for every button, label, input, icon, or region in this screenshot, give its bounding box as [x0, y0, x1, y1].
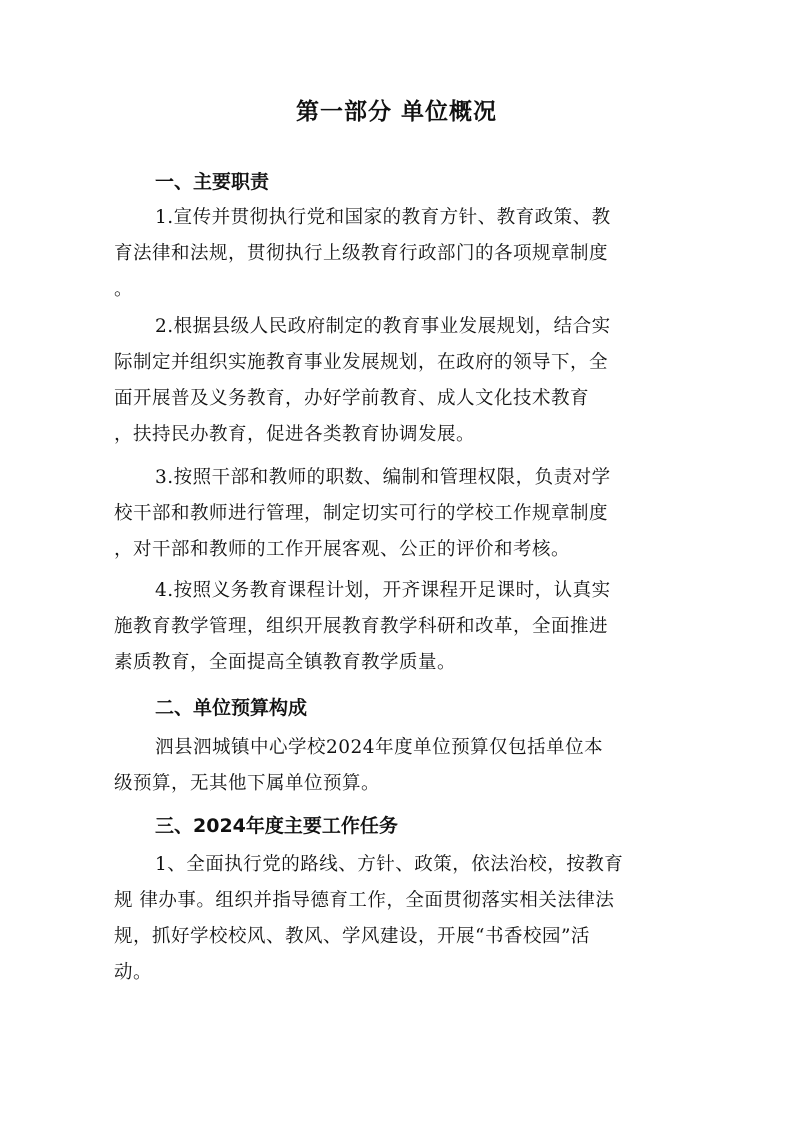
paragraph-line: 施教育教学管理，组织开展教育教学科研和改革，全面推进: [114, 616, 609, 637]
paragraph-line: 规 律办事。组织并指导德育工作，全面贯彻落实相关法律法: [114, 890, 615, 911]
paragraph-line: 级预算，无其他下属单位预算。: [114, 773, 381, 794]
paragraph-line: 3.按照干部和教师的职数、编制和管理权限，负责对学: [155, 467, 611, 488]
paragraph-line: 1.宣传并贯彻执行党和国家的教育方针、教育政策、教: [155, 207, 611, 228]
paragraph-line: 1、全面执行党的路线、方针、政策，依法治校，按教育: [155, 854, 624, 875]
section-heading-tasks: 三、2024年度主要工作任务: [155, 815, 398, 837]
paragraph-line: 。: [114, 279, 134, 300]
paragraph-line: 泗县泗城镇中心学校2024年度单位预算仅包括单位本: [155, 737, 604, 758]
paragraph-line: 4.按照义务教育课程计划，开齐课程开足课时，认真实: [155, 580, 611, 601]
section-heading-duties: 一、主要职责: [155, 171, 270, 193]
paragraph-line: 校干部和教师进行管理，制定切实可行的学校工作规章制度: [114, 503, 609, 524]
paragraph-line: 动。: [114, 962, 153, 983]
page-title: 第一部分 单位概况: [295, 99, 497, 125]
section-heading-budget: 二、单位预算构成: [155, 697, 308, 719]
paragraph-line: 育法律和法规，贯彻执行上级教育行政部门的各项规章制度: [114, 243, 609, 264]
paragraph-line: 2.根据县级人民政府制定的教育事业发展规划，结合实: [155, 316, 611, 337]
paragraph-line: 素质教育，全面提高全镇教育教学质量。: [114, 652, 457, 673]
paragraph-line: ，对干部和教师的工作开展客观、公正的评价和考核。: [114, 539, 571, 560]
paragraph-line: 面开展普及义务教育，办好学前教育、成人文化技术教育: [114, 388, 590, 409]
paragraph-line: ，扶持民办教育，促进各类教育协调发展。: [114, 424, 476, 445]
paragraph-line: 规，抓好学校校风、教风、学风建设，开展“书香校园”活: [114, 926, 590, 947]
paragraph-line: 际制定并组织实施教育事业发展规划，在政府的领导下，全: [114, 352, 609, 373]
